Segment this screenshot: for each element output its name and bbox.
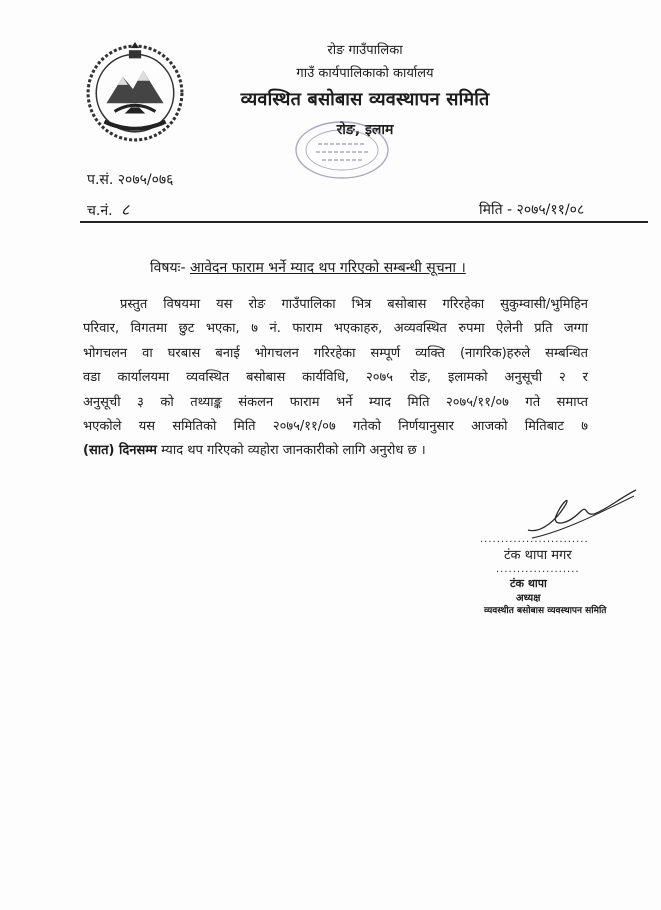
body-line-3: भोगचलन वा घरबास बनाई भोगचलन गरिरहेका सम्पूर्ण व्यक्ति (नागरिक)हरुले सम्बन्धित [83, 345, 588, 361]
stamp-committee-name: व्यवस्थीत बसोबास व्यवस्थापन समिति [484, 606, 607, 616]
dispatch-number-value: ८ [121, 200, 130, 219]
municipality-name: रोङ गाउँपालिका [327, 43, 403, 58]
header-divider [80, 221, 648, 223]
body-line-5: अनुसूची ३ को तथ्याङ्क संकलन फाराम भर्ने म्याद मिति २०७५/११/०७ गते समाप्त [83, 394, 588, 410]
office-location: रोङ, इलाम [336, 122, 394, 138]
subject-text: आवेदन फाराम भर्ने म्याद थप गरिएको सम्बन्धी सूचना । [189, 260, 466, 276]
office-round-stamp [292, 118, 392, 182]
notice-date: मिति - २०७५/११/०८ [479, 202, 585, 218]
dispatch-number-label: च.नं. [87, 203, 113, 219]
dispatch-number [87, 198, 129, 220]
committee-name: व्यवस्थित बसोबास व्यवस्थापन समिति [240, 89, 490, 110]
reference-number: प.सं. २०७५/०७६ [87, 172, 174, 188]
body-line-4: वडा कार्यालयमा व्यवस्थित बसोबास कार्यविधि, २०७५ रोङ, इलामको अनुसूची २ र [83, 370, 588, 386]
body-line-6: भएकोले यस समितिको मिति २०७५/११/०७ गतेको निर्णयानुसार आजको मितिबाट ७ [83, 419, 588, 435]
extension-period: (सात) दिनसम्म [83, 443, 157, 459]
stamp-chair-name: टंक थापा [510, 577, 547, 590]
body-line-2: परिवार, विगतमा छुट भएका, ७ नं. फाराम भएकाहरु, अव्यवस्थित रुपमा ऐलेनी प्रति जग्गा [83, 321, 588, 337]
subject-label: विषयः- [150, 260, 186, 276]
office-name: गाउँ कार्यपालिकाको कार्यालय [296, 66, 434, 81]
body-line-7-rest: म्याद थप गरिएको व्यहोरा जानकारीको लागि अनुरोध छ । [161, 443, 426, 459]
signatory-name: टंक थापा मगर [504, 548, 572, 563]
stamp-chair-title: अध्यक्ष [516, 593, 541, 604]
signature-dotted-line: .......................... [480, 534, 589, 545]
notice-body [83, 293, 588, 464]
subject-line [150, 258, 466, 277]
stamp-dotted-line: .................... [496, 564, 580, 575]
body-line-1: प्रस्तुत विषयमा यस रोङ गाउँपालिका भित्र बसोबास गरिरहेका सुकुम्वासी/भुमिहिन [120, 297, 588, 312]
body-line-7 [83, 439, 588, 463]
